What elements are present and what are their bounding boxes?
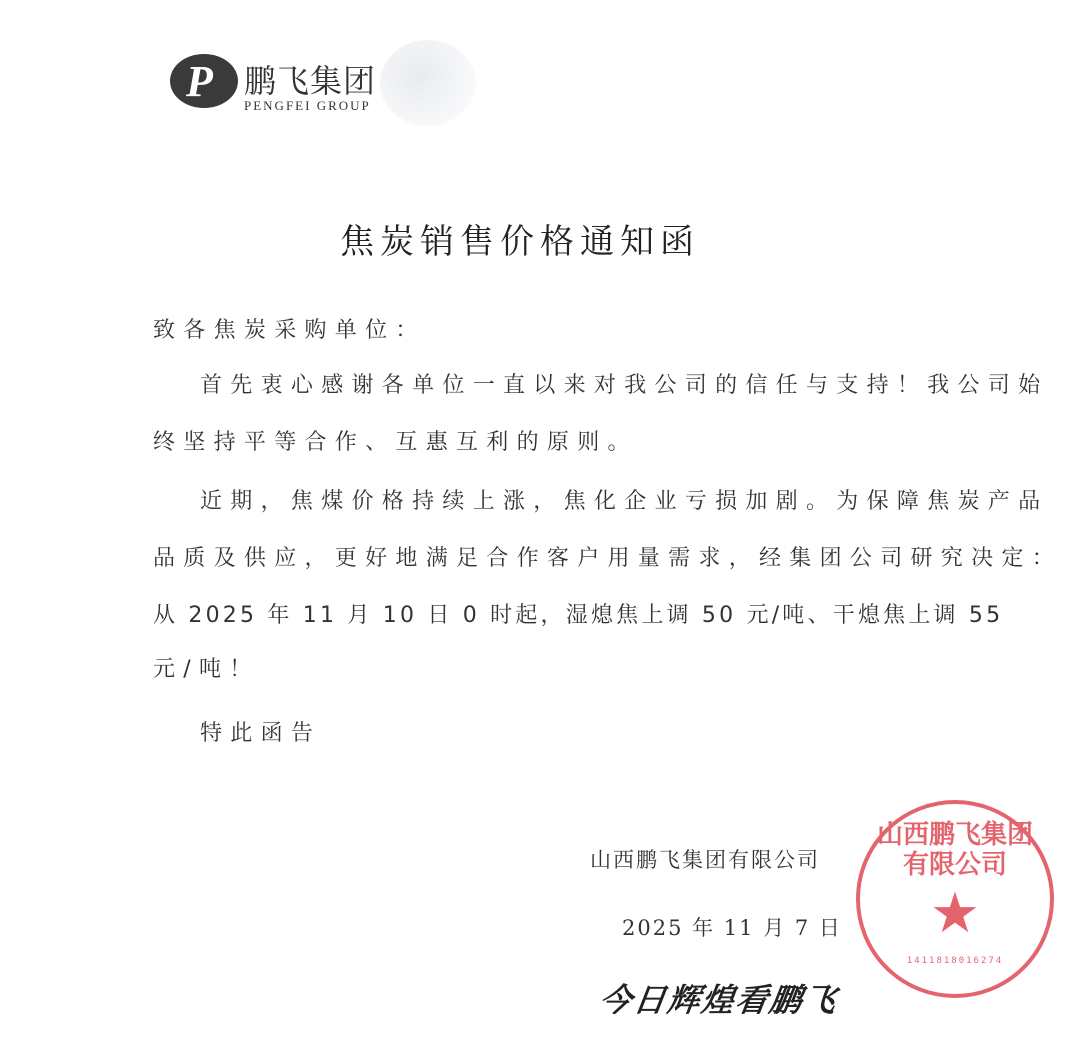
logo-mark-icon: P <box>170 54 238 108</box>
closing: 特此函告 <box>200 721 322 746</box>
paragraph-2-line-1: 近期，焦煤价格持续上涨，焦化企业亏损加剧。为保障焦炭产品 <box>200 489 1049 514</box>
slogan-calligraphy: 今日辉煌看鹏飞 <box>597 981 841 1019</box>
salutation: 致各焦炭采购单位： <box>153 318 426 343</box>
signature-company: 山西鹏飞集团有限公司 <box>590 848 820 872</box>
paragraph-2-line-3: 从 2025 年 11 月 10 日 0 时起，湿熄焦上调 50 元/吨、干熄焦上调 55 <box>153 603 1004 628</box>
logo-english-name: PENGFEI GROUP <box>244 98 371 113</box>
logo-chinese-name: 鹏飞集团 <box>244 62 377 100</box>
paragraph-2-line-2: 品质及供应，更好地满足合作客户用量需求，经集团公司研究决定： <box>153 546 1063 571</box>
paragraph-2-line-4: 元/吨！ <box>153 657 260 682</box>
company-seal <box>856 800 1054 998</box>
paragraph-1-line-1: 首先衷心感谢各单位一直以来对我公司的信任与支持！我公司始 <box>200 373 1049 398</box>
document-title: 焦炭销售价格通知函 <box>340 222 700 262</box>
seal-number: 1411818016274 <box>906 956 1004 966</box>
signature-date: 2025 年 11 月 7 日 <box>622 916 842 940</box>
globe-watermark-icon <box>380 40 476 126</box>
paragraph-1-line-2: 终坚持平等合作、互惠互利的原则。 <box>153 430 638 455</box>
seal-text: 山西鹏飞集团有限公司 <box>876 820 1033 880</box>
star-icon: ★ <box>929 881 981 946</box>
